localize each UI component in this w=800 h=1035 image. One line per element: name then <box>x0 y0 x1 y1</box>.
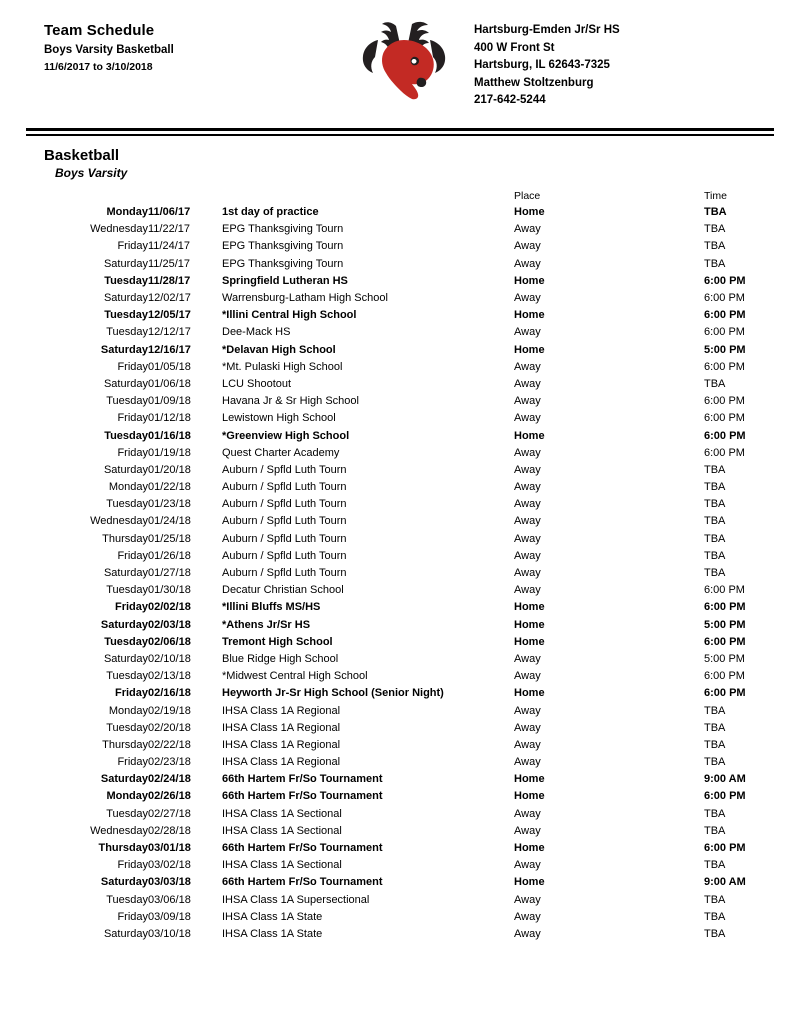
column-header-day <box>26 190 148 204</box>
cell-date: 01/09/18 <box>148 395 191 408</box>
cell-place: Away <box>514 756 541 769</box>
cell-time: TBA <box>704 910 726 923</box>
date-range: 11/6/2017 to 3/10/2018 <box>44 61 153 73</box>
cell-time: TBA <box>704 824 726 837</box>
cell-day: Tuesday <box>106 893 148 906</box>
cell-time: TBA <box>704 240 726 253</box>
cell-day: Wednesday <box>90 515 148 528</box>
cell-day: Saturday <box>103 257 148 270</box>
cell-day: Tuesday <box>106 395 148 408</box>
table-row <box>26 582 774 599</box>
schedule-table <box>26 190 774 943</box>
cell-day: Friday <box>117 446 148 459</box>
cell-day: Saturday <box>103 463 148 476</box>
school-logo <box>349 18 459 108</box>
cell-time: 6:00 PM <box>704 584 745 597</box>
cell-time: 9:00 AM <box>704 876 746 889</box>
school-phone: 217-642-5244 <box>474 94 546 106</box>
cell-opponent: Havana Jr & Sr High School <box>222 395 359 408</box>
cell-place: Away <box>514 584 541 597</box>
cell-place: Away <box>514 257 541 270</box>
cell-time: TBA <box>704 738 726 751</box>
table-row <box>26 496 774 513</box>
cell-date: 02/02/18 <box>148 601 191 614</box>
cell-date: 11/24/17 <box>148 240 191 253</box>
cell-date: 02/16/18 <box>148 687 191 700</box>
cell-opponent: IHSA Class 1A Sectional <box>222 807 342 820</box>
cell-place: Away <box>514 721 541 734</box>
table-row <box>26 616 774 633</box>
cell-time: TBA <box>704 377 726 390</box>
table-row <box>26 410 774 427</box>
sport-level: Boys Varsity <box>55 165 128 180</box>
cell-opponent: Auburn / Spfld Luth Tourn <box>222 515 347 528</box>
cell-date: 01/24/18 <box>148 515 191 528</box>
column-header-opponent <box>222 190 514 204</box>
cell-date: 01/26/18 <box>148 549 191 562</box>
table-row <box>26 736 774 753</box>
cell-day: Friday <box>114 687 148 700</box>
cell-day: Monday <box>108 704 148 717</box>
cell-date: 12/02/17 <box>148 292 191 305</box>
table-row <box>26 702 774 719</box>
cell-opponent: IHSA Class 1A Regional <box>222 756 341 769</box>
schedule-table-head <box>26 190 774 204</box>
cell-day: Friday <box>117 240 148 253</box>
school-name: Hartsburg-Emden Jr/Sr HS <box>474 24 620 36</box>
cell-place: Away <box>514 412 541 425</box>
table-row <box>26 839 774 856</box>
cell-time: TBA <box>704 567 726 580</box>
cell-time: TBA <box>704 549 726 562</box>
table-row <box>26 393 774 410</box>
cell-place: Away <box>514 532 541 545</box>
cell-opponent: *Midwest Central High School <box>222 670 368 683</box>
cell-opponent: Auburn / Spfld Luth Tourn <box>222 481 347 494</box>
cell-date: 02/06/18 <box>148 635 191 648</box>
cell-date: 02/20/18 <box>148 721 191 734</box>
cell-place: Away <box>514 292 541 305</box>
cell-time: 6:00 PM <box>704 360 745 373</box>
cell-time: TBA <box>704 481 726 494</box>
table-row <box>26 650 774 667</box>
table-row <box>26 719 774 736</box>
cell-date: 01/19/18 <box>148 446 191 459</box>
cell-date: 03/03/18 <box>148 876 191 889</box>
table-row <box>26 685 774 702</box>
school-info <box>474 18 774 110</box>
cell-time: 6:00 PM <box>704 790 746 803</box>
cell-day: Saturday <box>100 876 148 889</box>
cell-day: Tuesday <box>106 670 148 683</box>
cell-time: 6:00 PM <box>704 446 745 459</box>
cell-place: Away <box>514 463 541 476</box>
table-row <box>26 238 774 255</box>
sport-heading <box>26 147 774 180</box>
school-city-state-zip: Hartsburg, IL 62643-7325 <box>474 59 610 71</box>
divider-thin <box>26 134 774 136</box>
table-row <box>26 771 774 788</box>
cell-opponent: IHSA Class 1A Sectional <box>222 824 342 837</box>
ram-head-logo <box>356 20 452 108</box>
cell-time: 6:00 PM <box>704 309 746 322</box>
cell-place: Away <box>514 824 541 837</box>
cell-opponent: *Delavan High School <box>222 343 336 356</box>
cell-place: Away <box>514 549 541 562</box>
cell-place: Away <box>514 498 541 511</box>
team-subtitle: Boys Varsity Basketball <box>44 44 174 56</box>
cell-time: 5:00 PM <box>704 652 745 665</box>
cell-time: 6:00 PM <box>704 670 745 683</box>
cell-date: 03/01/18 <box>148 842 191 855</box>
cell-place: Home <box>514 635 545 648</box>
cell-day: Friday <box>117 412 148 425</box>
cell-opponent: EPG Thanksgiving Tourn <box>222 240 344 253</box>
cell-time: 6:00 PM <box>704 601 746 614</box>
cell-day: Friday <box>114 601 148 614</box>
cell-opponent: IHSA Class 1A State <box>222 927 323 940</box>
table-row <box>26 427 774 444</box>
table-row <box>26 788 774 805</box>
cell-date: 02/19/18 <box>148 704 191 717</box>
cell-opponent: Tremont High School <box>222 635 333 648</box>
cell-day: Monday <box>106 206 148 219</box>
cell-date: 01/30/18 <box>148 584 191 597</box>
cell-opponent: 66th Hartem Fr/So Tournament <box>222 790 383 803</box>
cell-opponent: Auburn / Spfld Luth Tourn <box>222 549 347 562</box>
cell-date: 11/06/17 <box>148 206 191 219</box>
cell-time: TBA <box>704 498 726 511</box>
cell-opponent: Auburn / Spfld Luth Tourn <box>222 498 347 511</box>
cell-day: Saturday <box>103 927 148 940</box>
table-header-row <box>26 190 774 204</box>
cell-place: Home <box>514 309 545 322</box>
cell-day: Tuesday <box>106 807 148 820</box>
cell-opponent: Auburn / Spfld Luth Tourn <box>222 567 347 580</box>
cell-time: TBA <box>704 463 726 476</box>
cell-date: 01/12/18 <box>148 412 191 425</box>
table-row <box>26 754 774 771</box>
cell-place: Home <box>514 429 545 442</box>
cell-place: Home <box>514 773 545 786</box>
cell-opponent: Heyworth Jr-Sr High School (Senior Night) <box>222 687 444 700</box>
cell-date: 02/28/18 <box>148 824 191 837</box>
cell-time: 6:00 PM <box>704 326 745 339</box>
cell-place: Home <box>514 206 545 219</box>
cell-date: 02/22/18 <box>148 738 191 751</box>
cell-time: 6:00 PM <box>704 292 745 305</box>
cell-day: Saturday <box>103 292 148 305</box>
cell-place: Home <box>514 876 545 889</box>
cell-opponent: Quest Charter Academy <box>222 446 340 459</box>
table-row <box>26 857 774 874</box>
table-row <box>26 324 774 341</box>
table-row <box>26 358 774 375</box>
cell-day: Friday <box>117 859 148 872</box>
cell-opponent: EPG Thanksgiving Tourn <box>222 223 344 236</box>
cell-place: Home <box>514 687 545 700</box>
cell-time: 5:00 PM <box>704 618 746 631</box>
cell-time: TBA <box>704 756 726 769</box>
cell-place: Away <box>514 567 541 580</box>
cell-place: Away <box>514 377 541 390</box>
page-title: Team Schedule <box>44 22 155 39</box>
cell-time: 6:00 PM <box>704 842 746 855</box>
table-row <box>26 375 774 392</box>
cell-opponent: Decatur Christian School <box>222 584 344 597</box>
cell-opponent: Auburn / Spfld Luth Tourn <box>222 532 347 545</box>
cell-date: 02/03/18 <box>148 618 191 631</box>
cell-day: Tuesday <box>106 584 148 597</box>
cell-opponent: IHSA Class 1A Sectional <box>222 859 342 872</box>
cell-opponent: 1st day of practice <box>222 206 319 219</box>
cell-place: Away <box>514 738 541 751</box>
cell-date: 02/26/18 <box>148 790 191 803</box>
table-row <box>26 479 774 496</box>
cell-opponent: EPG Thanksgiving Tourn <box>222 257 344 270</box>
table-row <box>26 255 774 272</box>
cell-date: 01/05/18 <box>148 360 191 373</box>
table-row <box>26 307 774 324</box>
table-row <box>26 874 774 891</box>
document-header <box>26 18 774 114</box>
cell-time: 6:00 PM <box>704 429 746 442</box>
cell-opponent: IHSA Class 1A Supersectional <box>222 893 370 906</box>
cell-time: 6:00 PM <box>704 395 745 408</box>
table-row <box>26 461 774 478</box>
cell-opponent: IHSA Class 1A State <box>222 910 323 923</box>
cell-place: Away <box>514 807 541 820</box>
table-row <box>26 668 774 685</box>
header-divider <box>26 128 774 136</box>
table-row <box>26 530 774 547</box>
cell-date: 02/24/18 <box>148 773 191 786</box>
table-row <box>26 822 774 839</box>
cell-date: 01/23/18 <box>148 498 191 511</box>
cell-day: Monday <box>106 790 148 803</box>
schedule-table-body <box>26 204 774 943</box>
cell-date: 01/27/18 <box>148 567 191 580</box>
cell-opponent: Blue Ridge High School <box>222 652 339 665</box>
table-row <box>26 221 774 238</box>
table-row <box>26 204 774 221</box>
cell-opponent: *Illini Bluffs MS/HS <box>222 601 321 614</box>
cell-opponent: Warrensburg-Latham High School <box>222 292 388 305</box>
cell-day: Saturday <box>100 618 148 631</box>
cell-day: Tuesday <box>104 635 148 648</box>
cell-place: Away <box>514 360 541 373</box>
cell-opponent: 66th Hartem Fr/So Tournament <box>222 773 383 786</box>
cell-date: 11/25/17 <box>148 257 191 270</box>
cell-opponent: *Athens Jr/Sr HS <box>222 618 311 631</box>
cell-place: Away <box>514 395 541 408</box>
cell-date: 02/10/18 <box>148 652 191 665</box>
cell-place: Away <box>514 670 541 683</box>
cell-opponent: IHSA Class 1A Regional <box>222 721 341 734</box>
column-header-place: Place <box>514 189 541 202</box>
cell-date: 01/16/18 <box>148 429 191 442</box>
cell-date: 11/22/17 <box>148 223 191 236</box>
cell-place: Away <box>514 910 541 923</box>
cell-date: 12/12/17 <box>148 326 191 339</box>
cell-time: 5:00 PM <box>704 343 746 356</box>
cell-place: Home <box>514 618 545 631</box>
cell-time: 6:00 PM <box>704 274 746 287</box>
cell-date: 03/02/18 <box>148 859 191 872</box>
cell-day: Thursday <box>98 842 148 855</box>
table-row <box>26 444 774 461</box>
cell-opponent: *Illini Central High School <box>222 309 357 322</box>
cell-day: Thursday <box>102 532 148 545</box>
cell-day: Friday <box>117 549 148 562</box>
cell-day: Tuesday <box>106 721 148 734</box>
cell-day: Saturday <box>103 652 148 665</box>
cell-place: Home <box>514 601 545 614</box>
cell-time: 6:00 PM <box>704 412 745 425</box>
cell-date: 03/09/18 <box>148 910 191 923</box>
table-row <box>26 805 774 822</box>
cell-date: 01/22/18 <box>148 481 191 494</box>
cell-date: 03/06/18 <box>148 893 191 906</box>
cell-time: TBA <box>704 704 726 717</box>
cell-date: 02/27/18 <box>148 807 191 820</box>
cell-opponent: Springfield Lutheran HS <box>222 274 348 287</box>
table-row <box>26 925 774 942</box>
cell-day: Thursday <box>102 738 148 751</box>
cell-day: Friday <box>117 910 148 923</box>
cell-day: Saturday <box>100 773 148 786</box>
table-row <box>26 289 774 306</box>
cell-day: Tuesday <box>106 498 148 511</box>
cell-place: Home <box>514 274 545 287</box>
cell-day: Tuesday <box>106 326 148 339</box>
cell-time: TBA <box>704 807 726 820</box>
cell-place: Home <box>514 790 545 803</box>
table-row <box>26 547 774 564</box>
cell-date: 02/13/18 <box>148 670 191 683</box>
cell-place: Away <box>514 515 541 528</box>
cell-place: Home <box>514 343 545 356</box>
cell-date: 03/10/18 <box>148 927 191 940</box>
cell-date: 01/25/18 <box>148 532 191 545</box>
school-address: 400 W Front St <box>474 41 555 54</box>
cell-opponent: *Greenview High School <box>222 429 350 442</box>
cell-opponent: Dee-Mack HS <box>222 326 291 339</box>
column-header-time: Time <box>704 189 727 202</box>
cell-opponent: 66th Hartem Fr/So Tournament <box>222 876 383 889</box>
cell-place: Home <box>514 842 545 855</box>
cell-day: Friday <box>117 360 148 373</box>
cell-day: Saturday <box>103 567 148 580</box>
cell-opponent: Auburn / Spfld Luth Tourn <box>222 463 347 476</box>
table-row <box>26 341 774 358</box>
cell-day: Tuesday <box>104 429 148 442</box>
cell-date: 01/20/18 <box>148 463 191 476</box>
cell-day: Wednesday <box>90 223 148 236</box>
cell-opponent: LCU Shootout <box>222 377 292 390</box>
cell-time: 6:00 PM <box>704 687 746 700</box>
cell-time: TBA <box>704 532 726 545</box>
cell-place: Away <box>514 893 541 906</box>
table-row <box>26 599 774 616</box>
cell-time: TBA <box>704 721 726 734</box>
cell-place: Away <box>514 326 541 339</box>
cell-date: 02/23/18 <box>148 756 191 769</box>
cell-day: Tuesday <box>104 274 148 287</box>
table-row <box>26 633 774 650</box>
cell-day: Wednesday <box>90 824 148 837</box>
school-contact: Matthew Stoltzenburg <box>474 76 594 89</box>
sport-name: Basketball <box>44 146 120 164</box>
cell-day: Tuesday <box>104 309 148 322</box>
cell-time: TBA <box>704 515 726 528</box>
cell-place: Away <box>514 481 541 494</box>
cell-day: Friday <box>117 756 148 769</box>
cell-opponent: IHSA Class 1A Regional <box>222 738 341 751</box>
cell-time: TBA <box>704 927 726 940</box>
cell-day: Monday <box>108 481 148 494</box>
cell-date: 01/06/18 <box>148 377 191 390</box>
cell-place: Away <box>514 859 541 872</box>
cell-place: Away <box>514 652 541 665</box>
cell-time: 6:00 PM <box>704 635 746 648</box>
table-row <box>26 272 774 289</box>
cell-opponent: IHSA Class 1A Regional <box>222 704 341 717</box>
cell-place: Away <box>514 704 541 717</box>
table-row <box>26 908 774 925</box>
table-row <box>26 564 774 581</box>
cell-time: TBA <box>704 206 727 219</box>
cell-place: Away <box>514 240 541 253</box>
header-team-info <box>26 18 334 73</box>
cell-time: TBA <box>704 223 726 236</box>
cell-date: 11/28/17 <box>148 274 191 287</box>
cell-time: TBA <box>704 257 726 270</box>
table-row <box>26 513 774 530</box>
cell-place: Away <box>514 223 541 236</box>
cell-place: Away <box>514 446 541 459</box>
column-header-date <box>148 190 222 204</box>
cell-opponent: *Mt. Pulaski High School <box>222 360 343 373</box>
table-row <box>26 891 774 908</box>
cell-time: 9:00 AM <box>704 773 746 786</box>
cell-time: TBA <box>704 893 726 906</box>
cell-time: TBA <box>704 859 726 872</box>
cell-place: Away <box>514 927 541 940</box>
cell-opponent: Lewistown High School <box>222 412 336 425</box>
cell-day: Saturday <box>100 343 148 356</box>
cell-opponent: 66th Hartem Fr/So Tournament <box>222 842 383 855</box>
cell-day: Saturday <box>103 377 148 390</box>
cell-date: 12/16/17 <box>148 343 191 356</box>
cell-date: 12/05/17 <box>148 309 191 322</box>
